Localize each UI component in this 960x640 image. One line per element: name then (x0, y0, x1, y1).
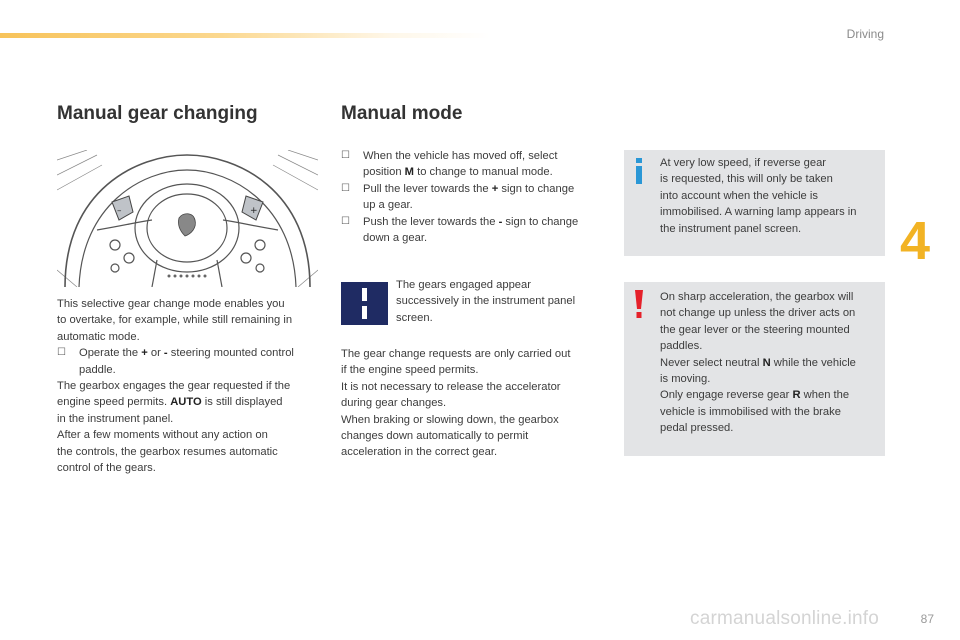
svg-text:–: – (117, 206, 122, 216)
left-para1-line: to overtake, for example, while still remaining in (57, 314, 293, 327)
left-para2-line: control of the gears. (57, 462, 156, 475)
left-bullet: ☐ Operate the + or - steering mounted control paddle. (57, 347, 294, 376)
bullet-checkbox-icon: ☐ (341, 182, 350, 194)
left-para1-line: This selective gear change mode enables you (57, 298, 285, 310)
gear-indicator-icon (341, 282, 388, 325)
gear-note: The gears engaged appear successively in the instrument panel screen. (396, 279, 576, 324)
steering-wheel-drawing (57, 150, 318, 287)
left-para2-line: engine speed permits. AUTO is still displayed (57, 396, 283, 409)
bullet-checkbox-icon: ☐ (341, 150, 350, 161)
info-text: At very low speed, if reverse gear is requested, this will only be taken into account when the vehicle is immobilised. A warning lamp appears in the instrument panel screen. (660, 157, 857, 235)
left-para1-line: automatic mode. (57, 330, 140, 343)
steering-wheel-illustration (57, 150, 318, 287)
section-label: Driving (846, 27, 884, 41)
left-para2-line: the controls, the gearbox resumes automatic (57, 445, 278, 458)
header-accent-bar (0, 33, 490, 38)
middle-bullet: ☐ When the vehicle has moved off, select position M to change to manual mode. (341, 150, 558, 179)
left-title: Manual gear changing (57, 103, 258, 124)
left-para2-line: in the instrument panel. (57, 412, 174, 425)
left-para2-line: The gearbox engages the gear requested if the (57, 380, 291, 393)
middle-title: Manual mode (341, 103, 463, 124)
middle-bullet: ☐ Push the lever towards the - sign to change down a gear. (341, 215, 579, 245)
chapter-number: 4 (900, 211, 931, 271)
watermark: carmanualsonline.info (690, 608, 880, 629)
bullet-checkbox-icon: ☐ (57, 347, 66, 359)
page-number: 87 (920, 612, 934, 626)
gear-display-icon (341, 282, 388, 325)
left-para2-line: After a few moments without any action on (57, 429, 268, 442)
middle-bullets (341, 148, 611, 246)
middle-bullet: ☐ Pull the lever towards the + sign to change up a gear. (341, 182, 575, 212)
svg-text:+: + (250, 206, 258, 216)
left-body (57, 296, 327, 476)
info-icon (633, 158, 645, 184)
bullet-checkbox-icon: ☐ (341, 215, 350, 227)
warning-icon (633, 290, 645, 318)
middle-para: The gear change requests are only carried out if the engine speed permits. It is not necessary to release the accelerator during gear changes. When braking or slowing down, the gearbox changes down automatically to permit acceleration in the correct gear. (341, 348, 571, 459)
warning-text: On sharp acceleration, the gearbox will not change up unless the driver acts on the gear lever or the steering mounted paddles. Never select neutral N while the vehicle is moving. Only engage reverse gear R when the vehicle is immobilised with the brake pedal pressed. (660, 291, 856, 435)
